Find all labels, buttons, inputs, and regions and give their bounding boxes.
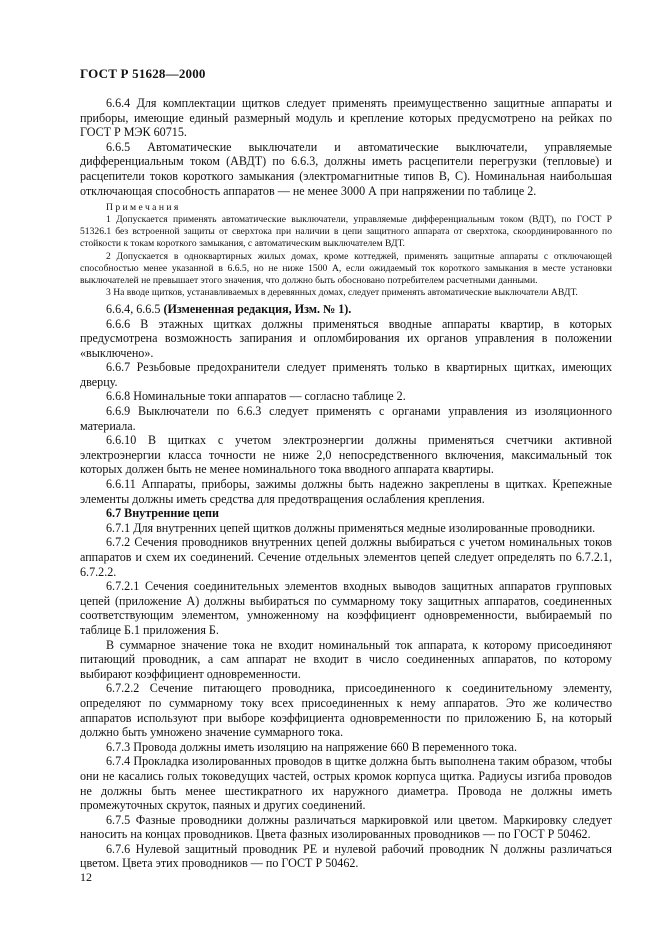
page-number: 12 xyxy=(80,870,92,884)
notes-block xyxy=(80,202,612,299)
paragraph-6-7-1: 6.7.1 Для внутренних цепей щитков должны применяться медные изолированные проводники. xyxy=(106,520,596,535)
paragraph-6-7-3: 6.7.3 Провода должны иметь изоляцию на напряжение 660 В переменного тока. xyxy=(106,739,517,754)
paragraph-6-7-4: 6.7.4 Прокладка изолированных проводов в щитке должна быть выполнена таким образом, чтобы они не касались голых токоведущих частей, острых кромок корпуса щитка. Радиусы изгиба проводов не должны быть менее шестикратного их наружного диаметра. Провода не должны иметь промежуточных скруток, паяных и других соединений. xyxy=(80,754,612,813)
paragraph-6-6-11: 6.6.11 Аппараты, приборы, зажимы должны быть надежно закреплены в щитках. Крепежные элементы должны иметь средства для предотвращения ослабления крепления. xyxy=(80,477,612,506)
amendment-note: (Измененная редакция, Изм. № 1). xyxy=(163,301,352,316)
note-2: 2 Допускается в одноквартирных жилых домах, кроме коттеджей, применять защитные аппараты с отключающей способностью менее указанной в 6.6.5, но не ниже 1500 А, если ожидаемый ток короткого замыкания в месте установки выключателей не превышает этого значения, что должно быть обосновано потребителем расчетными данными. xyxy=(80,250,612,286)
paragraph-6-6-4: 6.6.4 Для комплектации щитков следует применять преимущественно защитные аппараты и приборы, имеющие единый размерный модуль и крепление которых предусмотрено на рейках по ГОСТ Р МЭК 60715. xyxy=(80,96,612,140)
amendment-line xyxy=(80,302,612,317)
paragraph-6-6-8: 6.6.8 Номинальные токи аппаратов — согласно таблице 2. xyxy=(106,389,406,404)
document-body xyxy=(80,96,612,871)
paragraph-6-7-2-1-continued: В суммарное значение тока не входит номинальный ток аппарата, к которому присоединяют питающий проводник, а сам аппарат не входит в число соединенных аппаратов, по которому выбирают коэффициент одновременности. xyxy=(80,637,612,681)
paragraph-6-7-5: 6.7.5 Фазные проводники должны различаться маркировкой или цветом. Маркировку следует наносить на концах проводников. Цвета фазных изолированных проводников — по ГОСТ Р 50462. xyxy=(80,812,612,842)
paragraph-6-7-6: 6.7.6 Нулевой защитный проводник РЕ и нулевой рабочий проводник N должны различаться цветом. Цвета этих проводников — по ГОСТ Р 50462. xyxy=(80,841,612,871)
paragraph-6-6-10: 6.6.10 В щитках с учетом электроэнергии должны применяться счетчики активной электроэнергии класса точности не ниже 2,0 непосредственного включения, максимальный ток которых должен быть не менее номинального тока вводного аппарата квартиры. xyxy=(80,433,612,477)
note-3: 3 На вводе щитков, устанавливаемых в деревянных домах, следует применять автоматические выключатели АВДТ. xyxy=(106,286,578,298)
amendment-prefix: 6.6.4, 6.6.5 xyxy=(106,301,161,316)
document-header: ГОСТ Р 51628—2000 xyxy=(80,66,206,81)
paragraph-6-7-2-2: 6.7.2.2 Сечение питающего проводника, присоединенного к соединительному элементу, определяют по суммарному току всех присоединенных к нему аппаратов. Это же количество аппаратов используют при выборе коэффициента одновременности по приложению Б, на который должно быть умножено значение суммарного тока. xyxy=(80,681,612,740)
paragraph-6-7-2-1: 6.7.2.1 Сечения соединительных элементов входных выводов защитных аппаратов групповых цепей (приложение А) должны выбираться по суммарному току защитных аппаратов, соединенных соответствующим элементом, умноженному на коэффициент одновременности, выбираемый по таблице Б.1 приложения Б. xyxy=(80,579,612,637)
paragraph-6-6-6: 6.6.6 В этажных щитках должны применяться вводные аппараты квартир, в которых предусмотрена возможность запирания и опломбирования их органов управления в положении «выключено». xyxy=(80,316,612,360)
paragraph-6-6-7: 6.6.7 Резьбовые предохранители следует применять только в квартирных щитках, имеющих дверцу. xyxy=(80,360,612,389)
paragraph-6-7-2: 6.7.2 Сечения проводников внутренних цепей должны выбираться с учетом номинальных токов аппаратов и схем их соединений. Сечение отдельных элементов цепей следует определять по 6.7.2.1, 6.7.2.2. xyxy=(80,535,612,579)
note-1: 1 Допускается применять автоматические выключатели, управляемые дифференциальным током (ВДТ), по ГОСТ Р 51326.1 без встроенной защиты от сверхтока при наличии в цепи защитного аппарата от сверхтока, скоординированного по стойкости к токам короткого замыкания, с автоматическим выключателем ВДТ. xyxy=(80,214,612,250)
paragraph-6-6-5: 6.6.5 Автоматические выключатели и автоматические выключатели, управляемые дифференциальным током (АВДТ) по 6.6.3, должны иметь расцепители перегрузки (тепловые) и расцепители токов короткого замыкания (электромагнитные типов В, С). Номинальная наибольшая отключающая способность аппаратов — не менее 3000 А при напряжении по таблице 2. xyxy=(80,139,612,198)
notes-title: Примечания xyxy=(106,202,181,214)
section-heading-6-7: 6.7 Внутренние цепи xyxy=(106,506,219,521)
paragraph-6-6-9: 6.6.9 Выключатели по 6.6.3 следует применять с органами управления из изоляционного материала. xyxy=(80,404,612,433)
